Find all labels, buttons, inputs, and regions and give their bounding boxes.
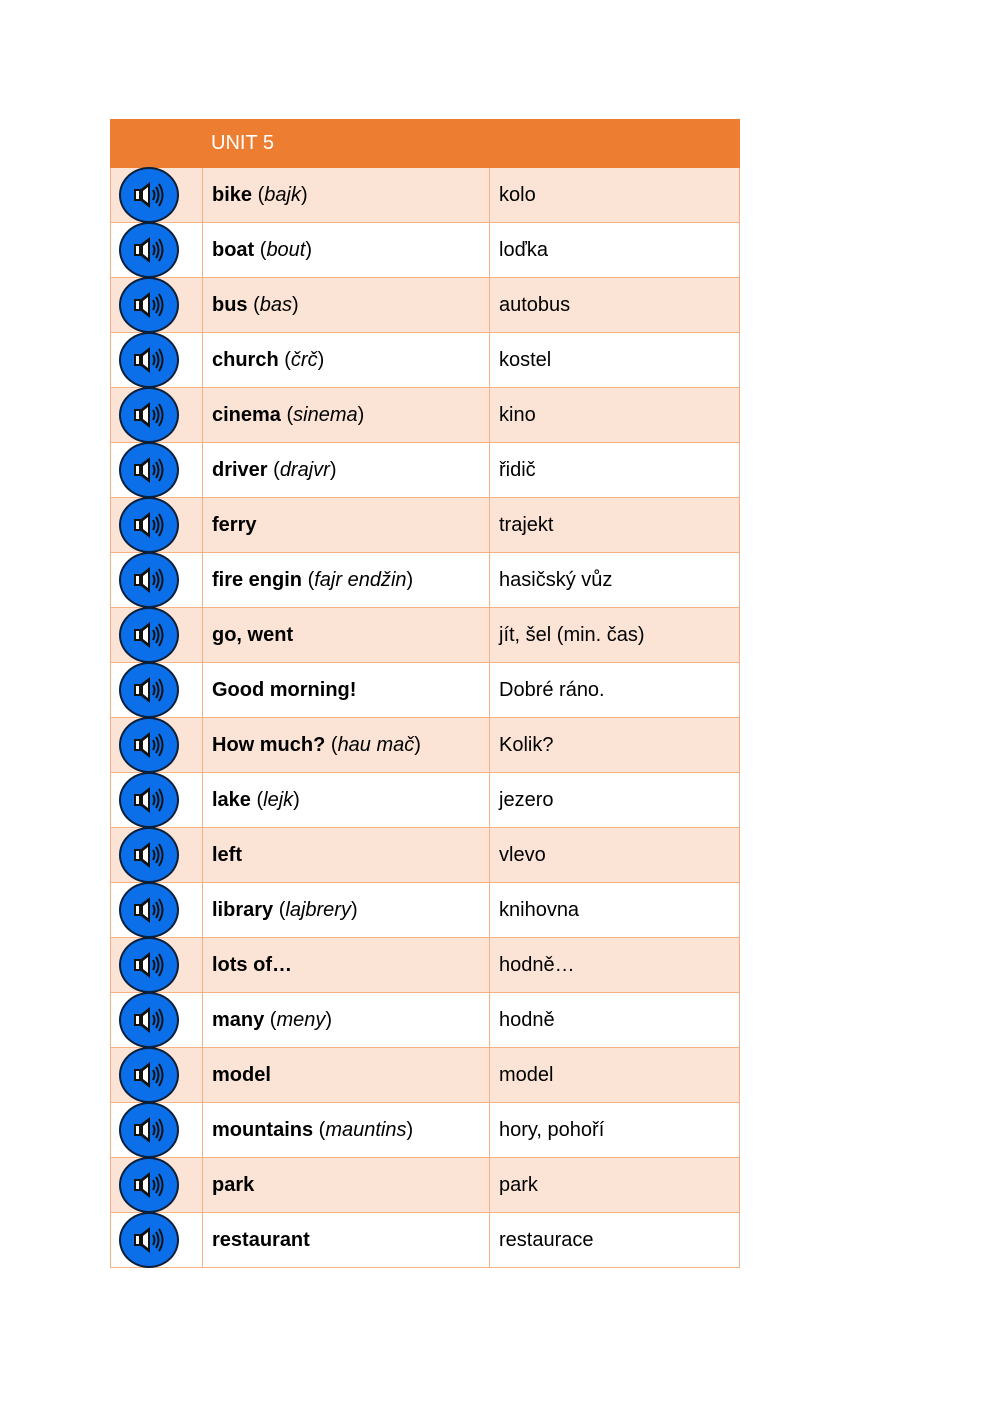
audio-cell bbox=[111, 498, 203, 552]
speaker-icon[interactable] bbox=[119, 717, 179, 773]
english-word: go, went bbox=[212, 623, 294, 646]
table-row bbox=[110, 223, 740, 278]
english-word: ferry bbox=[212, 513, 257, 536]
speaker-glyph bbox=[131, 1059, 167, 1091]
czech-translation: autobus bbox=[499, 293, 571, 316]
english-cell bbox=[203, 443, 490, 497]
english-cell bbox=[203, 333, 490, 387]
czech-translation: park bbox=[499, 1173, 538, 1196]
pronunciation: drajvr bbox=[279, 458, 330, 481]
speaker-glyph bbox=[131, 784, 167, 816]
speaker-icon[interactable] bbox=[119, 1157, 179, 1213]
english-word: fire engin bbox=[212, 568, 303, 591]
czech-translation: jezero bbox=[499, 788, 554, 811]
pronunciation: bajk bbox=[264, 183, 301, 206]
english-cell bbox=[203, 1103, 490, 1157]
english-cell bbox=[203, 828, 490, 882]
speaker-glyph bbox=[131, 234, 167, 266]
audio-cell bbox=[111, 828, 203, 882]
czech-translation: vlevo bbox=[499, 843, 546, 866]
czech-translation: knihovna bbox=[499, 898, 580, 921]
audio-cell bbox=[111, 718, 203, 772]
speaker-glyph bbox=[131, 1224, 167, 1256]
speaker-icon[interactable] bbox=[119, 1047, 179, 1103]
audio-cell bbox=[111, 993, 203, 1047]
table-row bbox=[110, 1158, 740, 1213]
table-row bbox=[110, 1048, 740, 1103]
english-word: How much? bbox=[212, 733, 326, 756]
english-word: lake bbox=[212, 788, 251, 811]
paren-open: ( bbox=[250, 788, 264, 811]
audio-cell bbox=[111, 773, 203, 827]
table-row bbox=[110, 1213, 740, 1268]
paren-open: ( bbox=[254, 238, 267, 261]
audio-cell bbox=[111, 1103, 203, 1157]
audio-cell bbox=[111, 168, 203, 222]
paren-close: ) bbox=[406, 568, 414, 591]
speaker-icon[interactable] bbox=[119, 937, 179, 993]
speaker-glyph bbox=[131, 1169, 167, 1201]
speaker-glyph bbox=[131, 564, 167, 596]
audio-cell bbox=[111, 223, 203, 277]
speaker-glyph bbox=[131, 344, 167, 376]
english-cell bbox=[203, 663, 490, 717]
english-cell bbox=[203, 168, 490, 222]
table-row bbox=[110, 883, 740, 938]
speaker-icon[interactable] bbox=[119, 222, 179, 278]
paren-open: ( bbox=[264, 1008, 277, 1031]
czech-translation: hodně bbox=[499, 1008, 555, 1031]
english-word: cinema bbox=[212, 403, 281, 426]
english-word: mountains bbox=[212, 1118, 314, 1141]
czech-translation: hasičský vůz bbox=[499, 568, 613, 591]
speaker-icon[interactable] bbox=[119, 827, 179, 883]
table-row bbox=[110, 993, 740, 1048]
speaker-icon[interactable] bbox=[119, 1212, 179, 1268]
pronunciation: črč bbox=[290, 348, 318, 371]
table-row bbox=[110, 333, 740, 388]
pronunciation: sinema bbox=[293, 403, 358, 426]
speaker-glyph bbox=[131, 289, 167, 321]
audio-cell bbox=[111, 608, 203, 662]
speaker-icon[interactable] bbox=[119, 882, 179, 938]
paren-open: ( bbox=[252, 183, 265, 206]
english-cell bbox=[203, 608, 490, 662]
speaker-icon[interactable] bbox=[119, 992, 179, 1048]
english-word: boat bbox=[212, 238, 255, 261]
english-word: model bbox=[212, 1063, 271, 1086]
paren-close: ) bbox=[300, 183, 308, 206]
table-row bbox=[110, 553, 740, 608]
speaker-glyph bbox=[131, 1004, 167, 1036]
speaker-icon[interactable] bbox=[119, 167, 179, 223]
english-cell bbox=[203, 498, 490, 552]
paren-open: ( bbox=[273, 898, 286, 921]
english-cell bbox=[203, 223, 490, 277]
paren-open: ( bbox=[313, 1118, 326, 1141]
paren-close: ) bbox=[325, 1008, 333, 1031]
paren-close: ) bbox=[329, 458, 337, 481]
table-row bbox=[110, 773, 740, 828]
audio-cell bbox=[111, 1213, 203, 1267]
pronunciation: mauntins bbox=[325, 1118, 407, 1141]
table-row bbox=[110, 663, 740, 718]
table-row bbox=[110, 608, 740, 663]
english-cell bbox=[203, 993, 490, 1047]
english-word: driver bbox=[212, 458, 268, 481]
czech-translation: restaurace bbox=[499, 1228, 594, 1251]
english-word: bike bbox=[212, 183, 253, 206]
czech-translation: kostel bbox=[499, 348, 552, 371]
speaker-icon[interactable] bbox=[119, 1102, 179, 1158]
speaker-icon[interactable] bbox=[119, 552, 179, 608]
speaker-icon[interactable] bbox=[119, 332, 179, 388]
table-row bbox=[110, 278, 740, 333]
table-row bbox=[110, 938, 740, 993]
pronunciation: meny bbox=[276, 1008, 326, 1031]
paren-open: ( bbox=[325, 733, 338, 756]
paren-open: ( bbox=[267, 458, 280, 481]
paren-close: ) bbox=[317, 348, 325, 371]
czech-translation: kolo bbox=[499, 183, 536, 206]
english-cell bbox=[203, 278, 490, 332]
table-row bbox=[110, 388, 740, 443]
speaker-glyph bbox=[131, 1114, 167, 1146]
speaker-glyph bbox=[131, 949, 167, 981]
pronunciation: lajbrery bbox=[285, 898, 351, 921]
speaker-glyph bbox=[131, 729, 167, 761]
audio-cell bbox=[111, 883, 203, 937]
czech-translation: kino bbox=[499, 403, 536, 426]
speaker-glyph bbox=[131, 399, 167, 431]
speaker-icon[interactable] bbox=[119, 497, 179, 553]
czech-translation: trajekt bbox=[499, 513, 554, 536]
speaker-glyph bbox=[131, 839, 167, 871]
audio-cell bbox=[111, 333, 203, 387]
czech-translation: hory, pohoří bbox=[499, 1118, 605, 1141]
english-cell bbox=[203, 718, 490, 772]
pronunciation: bas bbox=[259, 293, 293, 316]
vocabulary-rows bbox=[110, 168, 740, 1268]
english-word: lots of… bbox=[212, 953, 292, 976]
speaker-icon[interactable] bbox=[119, 772, 179, 828]
speaker-glyph bbox=[131, 674, 167, 706]
english-cell bbox=[203, 938, 490, 992]
paren-close: ) bbox=[293, 788, 300, 811]
table-header bbox=[110, 119, 740, 168]
table-row bbox=[110, 498, 740, 553]
table-row bbox=[110, 718, 740, 773]
vocabulary-table bbox=[110, 119, 740, 1268]
table-row bbox=[110, 168, 740, 223]
english-cell bbox=[203, 1048, 490, 1102]
speaker-icon[interactable] bbox=[119, 607, 179, 663]
czech-translation: Dobré ráno. bbox=[499, 678, 605, 701]
speaker-glyph bbox=[131, 619, 167, 651]
speaker-glyph bbox=[131, 894, 167, 926]
paren-open: ( bbox=[302, 568, 315, 591]
paren-close: ) bbox=[406, 1118, 414, 1141]
paren-open: ( bbox=[278, 348, 291, 371]
audio-cell bbox=[111, 1048, 203, 1102]
pronunciation: hau mač bbox=[337, 733, 415, 756]
english-word: bus bbox=[212, 293, 248, 316]
table-row bbox=[110, 828, 740, 883]
paren-open: ( bbox=[280, 403, 294, 426]
pronunciation: lejk bbox=[263, 788, 294, 811]
english-word: Good morning! bbox=[212, 678, 357, 701]
audio-cell bbox=[111, 443, 203, 497]
speaker-glyph bbox=[131, 509, 167, 541]
czech-translation: Kolik? bbox=[499, 733, 554, 756]
audio-cell bbox=[111, 553, 203, 607]
speaker-icon[interactable] bbox=[119, 442, 179, 498]
speaker-icon[interactable] bbox=[119, 662, 179, 718]
audio-cell bbox=[111, 278, 203, 332]
english-word: restaurant bbox=[212, 1228, 310, 1251]
paren-open: ( bbox=[247, 293, 260, 316]
english-cell bbox=[203, 773, 490, 827]
speaker-icon[interactable] bbox=[119, 387, 179, 443]
czech-translation: loďka bbox=[499, 238, 548, 261]
czech-translation: model bbox=[499, 1063, 554, 1086]
english-word: many bbox=[212, 1008, 265, 1031]
paren-close: ) bbox=[350, 898, 358, 921]
english-word: church bbox=[212, 348, 279, 371]
unit-title: UNIT 5 bbox=[211, 132, 274, 154]
speaker-glyph bbox=[131, 454, 167, 486]
english-word: park bbox=[212, 1173, 255, 1196]
paren-close: ) bbox=[414, 733, 421, 756]
czech-translation: jít, šel (min. čas) bbox=[499, 623, 645, 646]
pronunciation: fajr endžin bbox=[314, 568, 407, 591]
english-cell bbox=[203, 553, 490, 607]
pronunciation: bout bbox=[266, 238, 306, 261]
table-row bbox=[110, 443, 740, 498]
czech-translation: hodně… bbox=[499, 953, 575, 976]
english-word: library bbox=[212, 898, 274, 921]
english-word: left bbox=[212, 843, 242, 866]
audio-cell bbox=[111, 1158, 203, 1212]
paren-close: ) bbox=[305, 238, 313, 261]
table-row bbox=[110, 1103, 740, 1158]
czech-translation: řidič bbox=[499, 458, 536, 481]
speaker-icon[interactable] bbox=[119, 277, 179, 333]
english-cell bbox=[203, 1213, 490, 1267]
audio-cell bbox=[111, 388, 203, 442]
audio-cell bbox=[111, 663, 203, 717]
english-cell bbox=[203, 883, 490, 937]
speaker-glyph bbox=[131, 179, 167, 211]
audio-cell bbox=[111, 938, 203, 992]
english-cell bbox=[203, 1158, 490, 1212]
english-cell bbox=[203, 388, 490, 442]
paren-close: ) bbox=[292, 293, 299, 316]
paren-close: ) bbox=[357, 403, 365, 426]
